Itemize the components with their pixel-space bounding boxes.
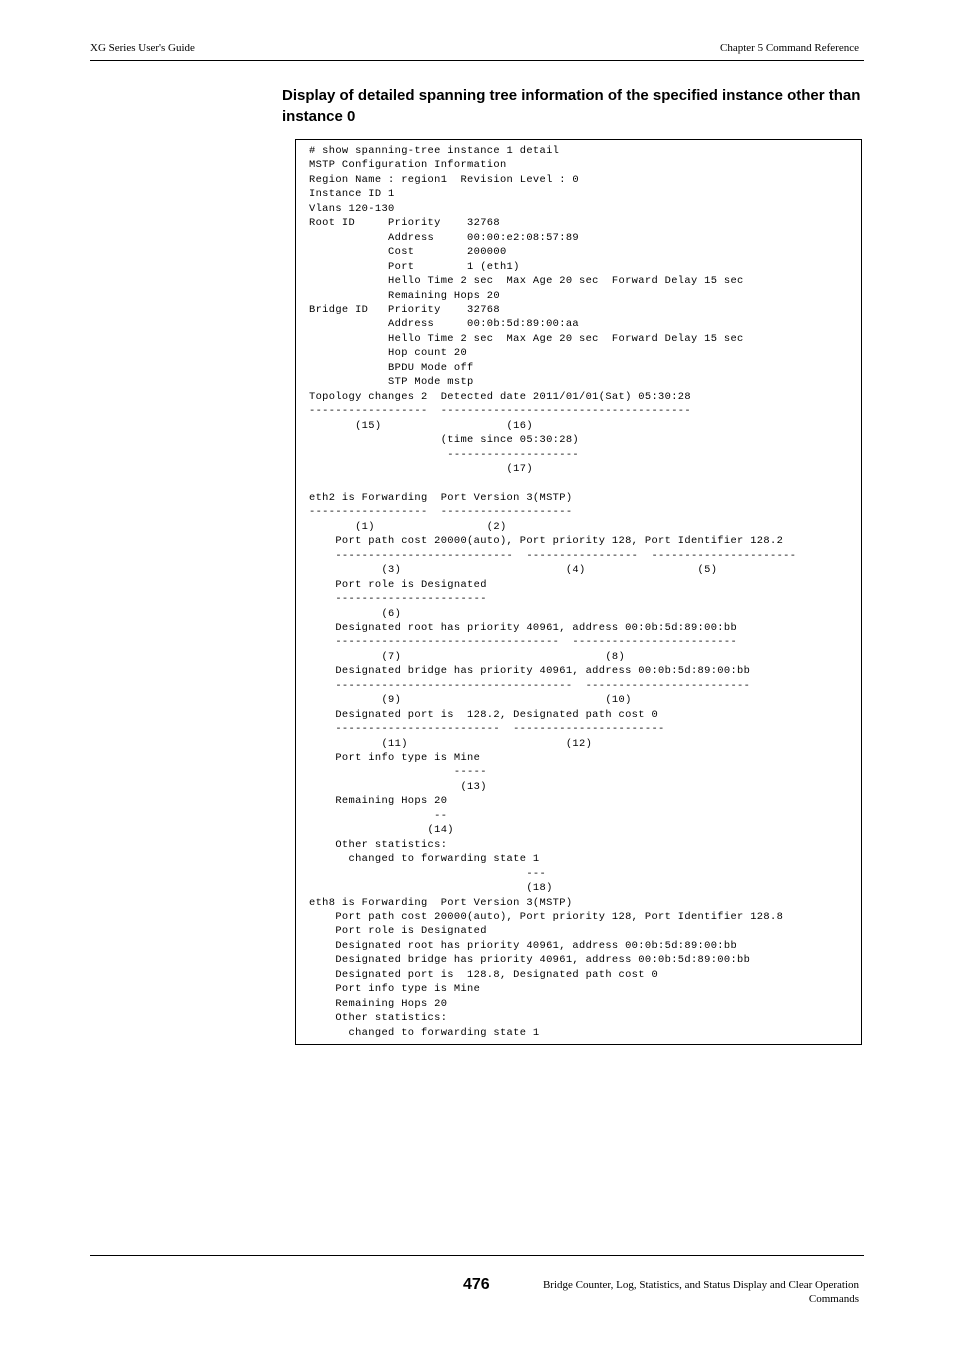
header-chapter-title: Chapter 5 Command Reference	[720, 42, 859, 54]
footer-divider	[90, 1255, 864, 1256]
command-output-text: # show spanning-tree instance 1 detail MSTP Configuration Information Region Name : region1 Revision Level : 0 Instance ID 1 Vlans 120-130 Root ID Priority 32768 Address 00:00:e2:08:57:89 Cost 200000 Port 1 (eth1) Hello Time 2 sec Max Age 20 sec Forward Delay 15 sec Remaining Hops 20 Bridge ID Priority 32768 Address 00:0b:5d:89:00:aa Hello Time 2 sec Max Age 20 sec Forward Delay 15 sec Hop count 20 BPDU Mode off STP Mode mstp Topology changes 2 Detected date 2011/01/01(Sat) 05:30:28 ------------------ -------------------------------------- (15) (16) (time since 05:30:28) -------------------- (17) eth2 is Forwarding Port Version 3(MSTP) ------------------ -------------------- (1) (2) Port path cost 20000(auto), Port priority 128, Port Identifier 128.2 --------------------------- ----------------- ---------------------- (3) (4) (5) Port role is Designated ----------------------- (6) Designated root has priority 40961, address 00:0b:5d:89:00:bb ---------------------------------- ------------------------- (7) (8) Designated bridge has priority 40961, address 00:0b:5d:89:00:bb ------------------------------------ ------------------------- (9) (10) Designated port is 128.2, Designated path cost 0 ------------------------- ----------------------- (11) (12) Port info type is Mine ----- (13) Remaining Hops 20 -- (14) Other statistics: changed to forwarding state 1 --- (18) eth8 is Forwarding Port Version 3(MSTP) Port path cost 20000(auto), Port priority 128, Port Identifier 128.8 Port role is Designated Designated root has priority 40961, address 00:0b:5d:89:00:bb Designated bridge has priority 40961, address 00:0b:5d:89:00:bb Designated port is 128.8, Designated path cost 0 Port info type is Mine Remaining Hops 20 Other statistics: changed to forwarding state 1	[309, 145, 797, 1039]
section-title: Display of detailed spanning tree information of the specified instance other than instance 0	[282, 87, 861, 125]
header-divider	[90, 60, 864, 61]
page-number: 476	[463, 1276, 490, 1293]
command-output-box	[295, 139, 862, 1045]
header-guide-title: XG Series User's Guide	[90, 42, 195, 54]
footer-section-description	[499, 1278, 859, 1306]
footer-description-line-1: Bridge Counter, Log, Statistics, and Status Display and Clear Operation	[542, 1279, 859, 1291]
footer-description-line-2: Commands	[808, 1293, 859, 1305]
